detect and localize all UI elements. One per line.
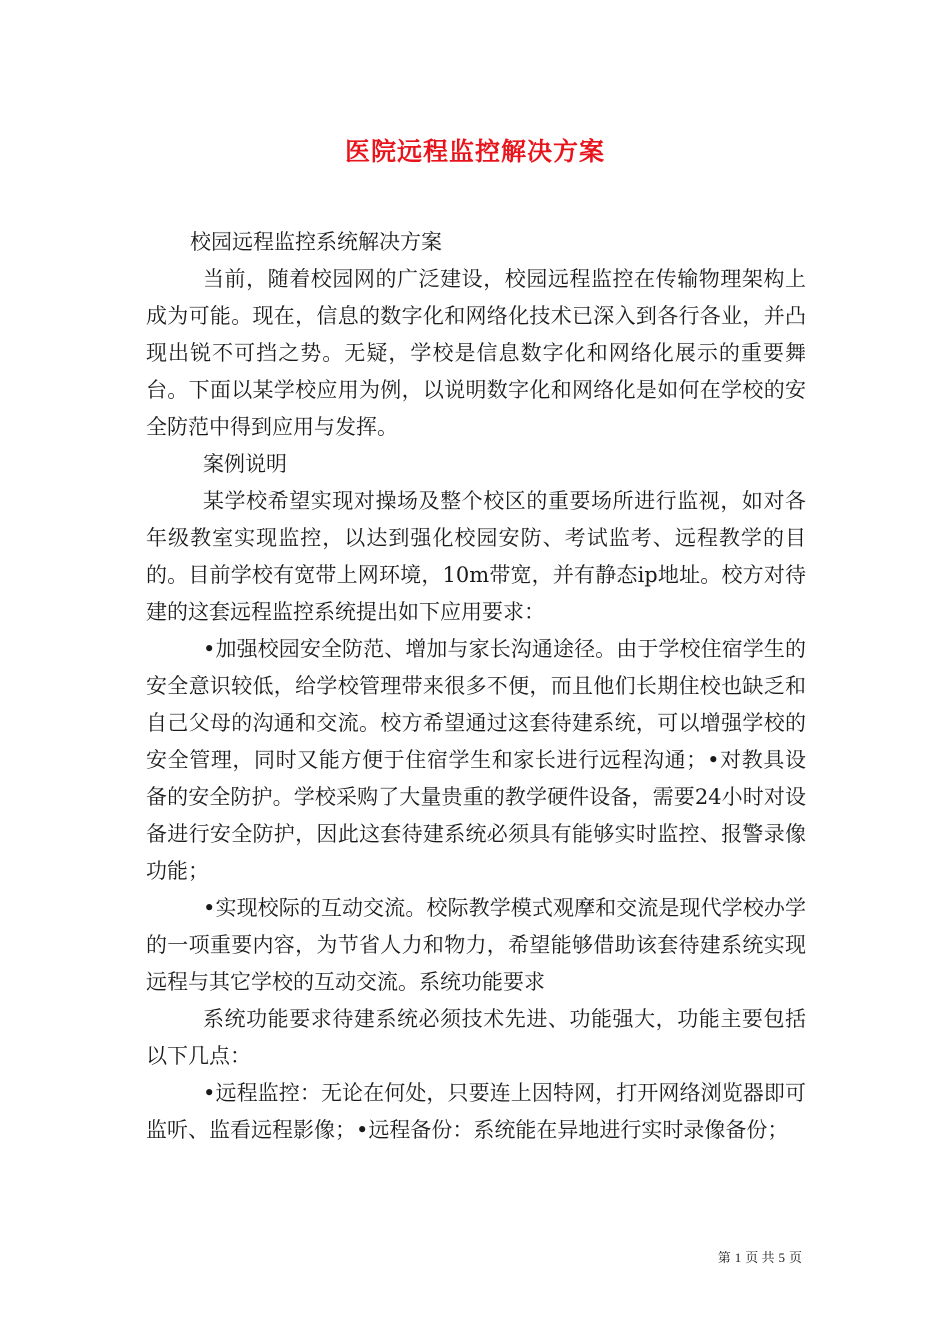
footer-current-page: 1 xyxy=(734,1250,742,1265)
function-requirements-paragraph: 系统功能要求待建系统必须技术先进、功能强大，功能主要包括以下几点： xyxy=(146,1007,806,1068)
footer-middle: 页 共 xyxy=(745,1250,775,1265)
footer-total-pages: 5 xyxy=(778,1250,785,1265)
case-description-paragraph: 某学校希望实现对操场及整个校区的重要场所进行监视，如对各年级教室实现监控，以达到强化校园安防、考试监考、远程教学的目的。目前学校有宽带上网环境，10m带宽，并有静态ip地址。校方对待建的这套远程监控系统提出如下应用要求： xyxy=(146,489,806,624)
intro-paragraph: 当前，随着校园网的广泛建设，校园远程监控在传输物理架构上成为可能。现在，信息的数字化和网络化技术已深入到各行各业，并凸现出锐不可挡之势。无疑，学校是信息数字化和网络化展示的重要舞台。下面以某学校应用为例，以说明数字化和网络化是如何在学校的安全防范中得到应用与发挥。 xyxy=(146,267,806,439)
page-number-footer xyxy=(716,1247,804,1266)
case-heading-paragraph: 案例说明 xyxy=(203,452,287,476)
page-title: 医院远程监控解决方案 xyxy=(344,137,605,166)
subtitle-paragraph: 校园远程监控系统解决方案 xyxy=(190,230,442,254)
remote-functions-paragraph: •远程监控：无论在何处，只要连上因特网，打开网络浏览器即可监听、监看远程影像；•远程备份：系统能在异地进行实时录像备份； xyxy=(146,1081,806,1142)
requirement-exchange-paragraph: •实现校际的互动交流。校际教学模式观摩和交流是现代学校办学的一项重要内容，为节省人力和物力，希望能够借助该套待建系统实现远程与其它学校的互动交流。系统功能要求 xyxy=(146,896,806,994)
requirement-security-paragraph: •加强校园安全防范、增加与家长沟通途径。由于学校住宿学生的安全意识较低，给学校管理带来很多不便，而且他们长期住校也缺乏和自己父母的沟通和交流。校方希望通过这套待建系统，可以增强学校的安全管理，同时又能方便于住宿学生和家长进行远程沟通；•对教具设备的安全防护。学校采购了大量贵重的教学硬件设备，需要24小时对设备进行安全防护，因此这套待建系统必须具有能够实时监控、报警录像功能； xyxy=(146,637,806,883)
footer-suffix: 页 xyxy=(788,1250,802,1265)
document-body xyxy=(146,224,806,1149)
footer-prefix: 第 xyxy=(717,1250,731,1265)
